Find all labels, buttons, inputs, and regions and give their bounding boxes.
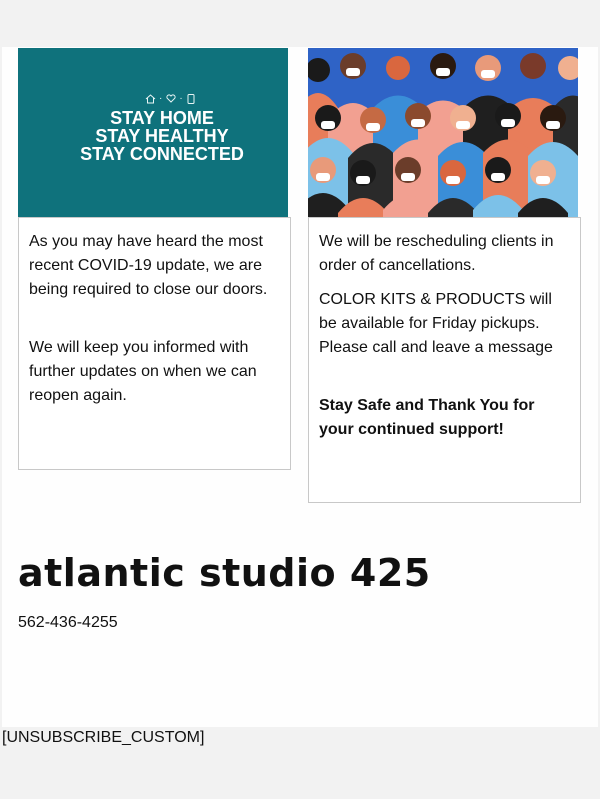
thank-you-paragraph: Stay Safe and Thank You for your continued support! xyxy=(319,397,535,438)
banner-headline xyxy=(18,109,288,163)
products-paragraph: COLOR KITS & PRODUCTS will be available for Friday pickups. Please call and leave a message xyxy=(319,291,553,356)
crowd-masks-image xyxy=(308,48,578,217)
updates-paragraph: We will keep you informed with further updates on when we can reopen again. xyxy=(29,339,257,404)
unsubscribe-link[interactable]: [UNSUBSCRIBE_CUSTOM] xyxy=(2,729,205,746)
dot-separator: · xyxy=(179,93,184,104)
rescheduling-paragraph: We will be rescheduling clients in order of cancellations. xyxy=(319,233,554,274)
closure-paragraph: As you may have heard the most recent COVID-19 update, we are being required to close our doors. xyxy=(29,233,268,298)
dot-separator: · xyxy=(159,93,164,104)
banner-line: STAY HOME xyxy=(110,108,214,128)
heart-icon xyxy=(166,94,176,103)
closure-notice-card xyxy=(18,217,291,470)
brand-name: atlantic studio 425 xyxy=(18,551,431,595)
rescheduling-card xyxy=(308,217,581,503)
phone-number[interactable]: 562-436-4255 xyxy=(18,614,118,631)
stay-home-banner xyxy=(18,48,288,217)
phone-icon xyxy=(187,94,195,104)
home-icon xyxy=(145,94,156,104)
crowd-illustration xyxy=(308,48,578,217)
banner-line: STAY CONNECTED xyxy=(80,144,244,164)
banner-line: STAY HEALTHY xyxy=(95,126,229,146)
banner-icons xyxy=(145,93,195,104)
